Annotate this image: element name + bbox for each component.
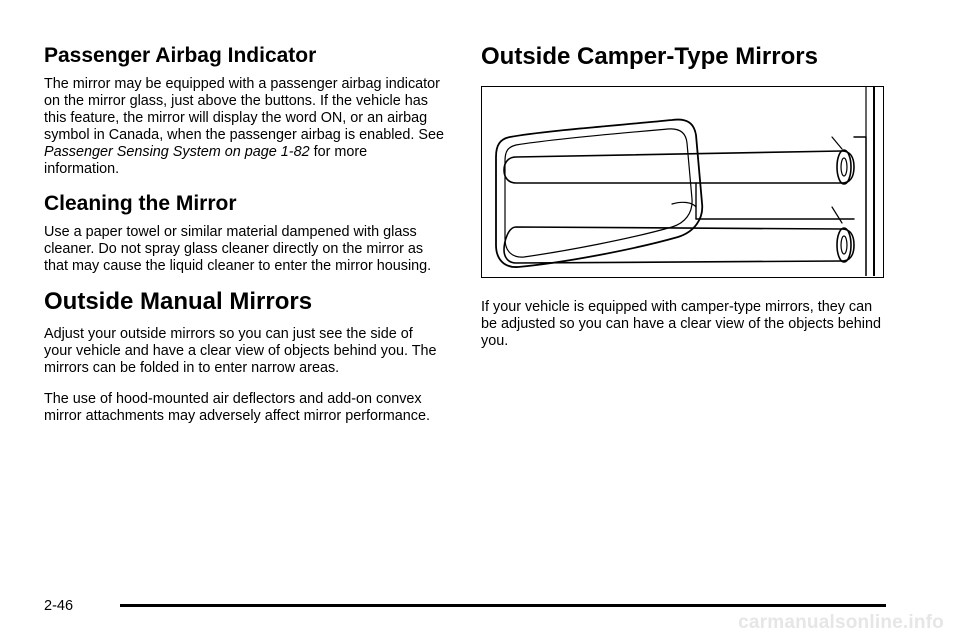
cleaning-mirror-paragraph: Use a paper towel or similar material dampened with glass cleaner. Do not spray glass cleaner directly on the mirror as that may cause the liquid cleaner to enter the mirror housing.	[44, 224, 432, 275]
airbag-indicator-heading: Passenger Airbag Indicator	[44, 44, 317, 67]
cleaning-mirror-heading: Cleaning the Mirror	[44, 192, 237, 216]
camper-mirrors-paragraph: If your vehicle is equipped with camper-type mirrors, they can be adjusted so you can have a clear view of the objects behind you.	[481, 299, 882, 350]
camper-mirror-illustration	[481, 86, 884, 278]
page-number: 2-46	[44, 598, 74, 614]
passenger-sensing-reference: Passenger Sensing System on page 1-82	[44, 144, 310, 161]
manual-mirrors-paragraph-2: The use of hood-mounted air deflectors and add-on convex mirror attachments may adversely affect mirror performance.	[44, 390, 431, 424]
outside-manual-mirrors-heading: Outside Manual Mirrors	[44, 288, 313, 316]
airbag-body-suffix: for more information.	[44, 144, 368, 178]
footer-rule	[120, 604, 886, 607]
left-column	[44, 44, 444, 439]
airbag-indicator-paragraph	[44, 76, 444, 178]
camper-mirrors-heading: Outside Camper-Type Mirrors	[481, 43, 818, 70]
right-column	[481, 44, 886, 364]
site-watermark: carmanualsonline.info	[738, 612, 944, 633]
camper-mirror-drawing	[482, 87, 882, 276]
manual-mirrors-paragraph-1: Adjust your outside mirrors so you can just see the side of your vehicle and have a clear view of objects behind you. The mirrors can be folded in to enter narrow areas.	[44, 325, 437, 376]
airbag-body-text: The mirror may be equipped with a passenger airbag indicator on the mirror glass, just above the buttons. If the vehicle has this feature, the mirror will display the word ON, or an airbag symbol in Canada, when the passenger airbag is enabled. See	[44, 76, 445, 144]
